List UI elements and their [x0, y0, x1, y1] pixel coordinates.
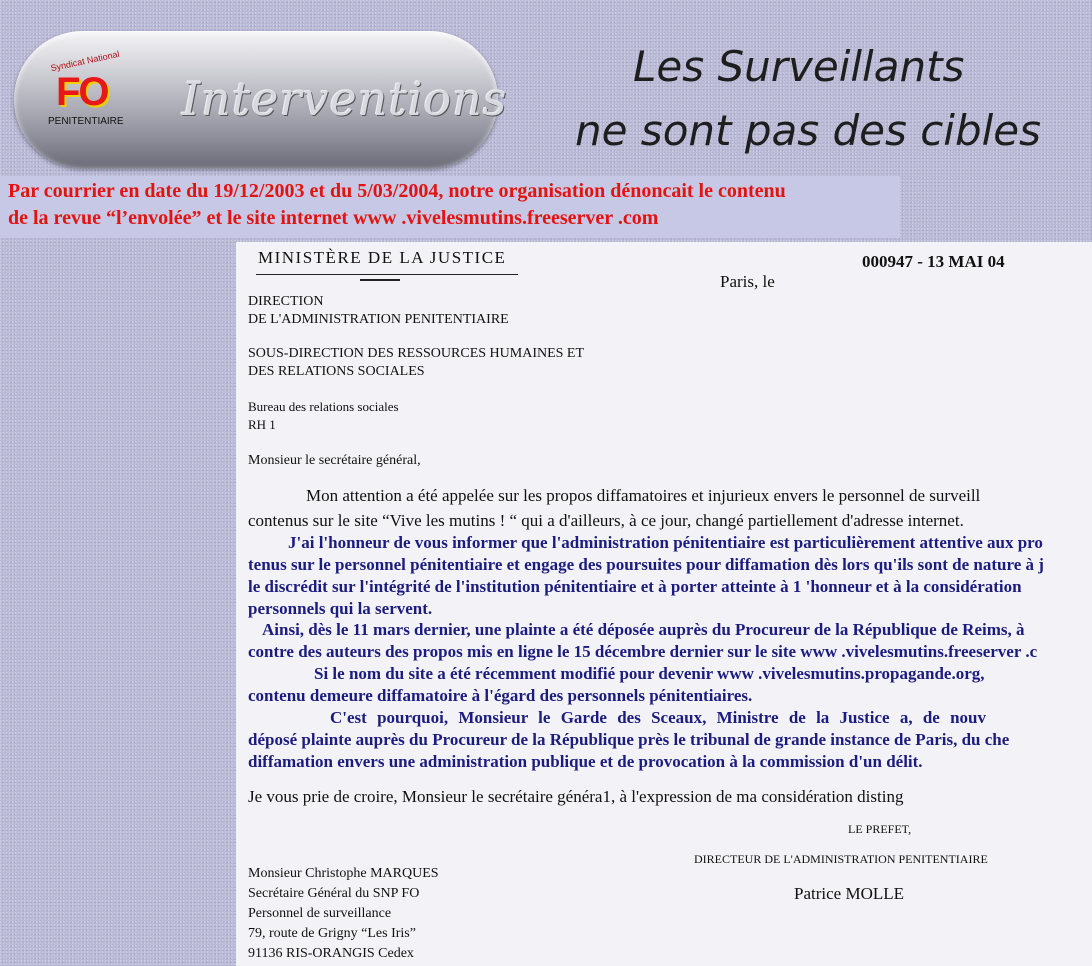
directeur-label: DIRECTEUR DE L'ADMINISTRATION PENITENTIAIRE: [694, 852, 988, 866]
sous-direction-line-2: DES RELATIONS SOCIALES: [248, 364, 425, 379]
heading-rule: [256, 274, 518, 275]
intro-banner: [0, 176, 900, 238]
paragraph-2-line-2: tenus sur le personnel pénitentiaire et engage des poursuites pour diffamation dès lors qu'ils sont de nature à j: [248, 555, 1044, 574]
paragraph-3-line-2: contre des auteurs des propos mis en ligne le 15 décembre dernier sur le site www .vivelesmutins.freeserver .c: [248, 642, 1038, 661]
direction-block: [248, 293, 509, 329]
slogan-line-2: ne sont pas des cibles: [575, 106, 1041, 155]
logo-syndicat-text: Syndicat National: [49, 48, 121, 74]
paragraph-1-line-2: contenus sur le site “Vive les mutins ! “ qui a d'ailleurs, à ce jour, changé partiellement d'adresse internet.: [248, 511, 964, 530]
interventions-title: Interventions: [182, 72, 508, 126]
paragraph-4-line-2: contenu demeure diffamatoire à l'égard des personnels pénitentiaires.: [248, 686, 753, 705]
letter-page: [236, 242, 1092, 966]
slogan: [575, 35, 1085, 163]
closing-formula: Je vous prie de croire, Monsieur le secrétaire généra1, à l'expression de ma considération disting: [248, 787, 904, 806]
paragraph-2-line-3: le discrédit sur l'intégrité de l'institution pénitentiaire et à porter atteinte à 1 'honneur et à la considération: [248, 577, 1022, 596]
heading-rule-accent: [360, 279, 400, 281]
paragraph-5-line-2: déposé plainte auprès du Procureur de la République près le tribunal de grande instance de Paris, du che: [248, 730, 1010, 749]
paragraph-3-line-1: Ainsi, dès le 11 mars dernier, une plainte a été déposée auprès du Procureur de la République de Reims, à: [262, 620, 1025, 639]
address-line-4: 79, route de Grigny “Les Iris”: [248, 926, 416, 941]
recipient-address: [248, 864, 439, 964]
signatory-name: Patrice MOLLE: [794, 884, 904, 903]
logo-fo-text: FO: [56, 70, 108, 114]
letter-place-date: Paris, le: [720, 272, 775, 291]
paragraph-2-line-1: J'ai l'honneur de vous informer que l'administration pénitentiaire est particulièrement attentive aux pro: [288, 533, 1043, 552]
address-line-1: Monsieur Christophe MARQUES: [248, 866, 439, 881]
address-line-5: 91136 RIS-ORANGIS Cedex: [248, 946, 414, 961]
banner-line-1: Par courrier en date du 19/12/2003 et du 5/03/2004, notre organisation dénoncait le contenu: [8, 180, 786, 202]
ministere-heading: MINISTÈRE DE LA JUSTICE: [258, 248, 507, 267]
paragraph-5-line-1: C'est pourquoi, Monsieur le Garde des Sceaux, Ministre de la Justice a, de nouv: [330, 708, 987, 727]
salutation: Monsieur le secrétaire général,: [248, 453, 421, 468]
paragraph-1-line-1: Mon attention a été appelée sur les propos diffamatoires et injurieux envers le personnel de surveill: [306, 486, 981, 505]
direction-line-1: DIRECTION: [248, 294, 324, 309]
paragraph-4-line-1: Si le nom du site a été récemment modifié pour devenir www .vivelesmutins.propagande.org,: [314, 664, 985, 683]
paragraph-2-line-4: personnels qui la servent.: [248, 599, 433, 618]
direction-line-2: DE L'ADMINISTRATION PENITENTIAIRE: [248, 312, 509, 327]
letter-reference: 000947 - 13 MAI 04: [862, 252, 1005, 271]
bureau-line-1: Bureau des relations sociales: [248, 399, 399, 414]
paragraph-5-line-3: diffamation envers une administration publique et de provocation à la commission d'un délit.: [248, 752, 923, 771]
slogan-line-1: Les Surveillants: [633, 42, 965, 91]
logo-penitentiaire-text: PENITENTIAIRE: [48, 116, 124, 127]
sous-direction-block: [248, 345, 584, 381]
bureau-line-2: RH 1: [248, 417, 276, 432]
banner-line-2: de la revue “l’envolée” et le site internet www .vivelesmutins.freeserver .com: [8, 207, 659, 229]
prefet-label: LE PREFET,: [848, 822, 912, 836]
address-line-3: Personnel de surveillance: [248, 906, 392, 921]
address-line-2: Secrétaire Général du SNP FO: [248, 886, 420, 901]
bureau-block: [248, 398, 399, 434]
fo-logo: [42, 48, 140, 134]
sous-direction-line-1: SOUS-DIRECTION DES RESSOURCES HUMAINES ET: [248, 346, 585, 361]
